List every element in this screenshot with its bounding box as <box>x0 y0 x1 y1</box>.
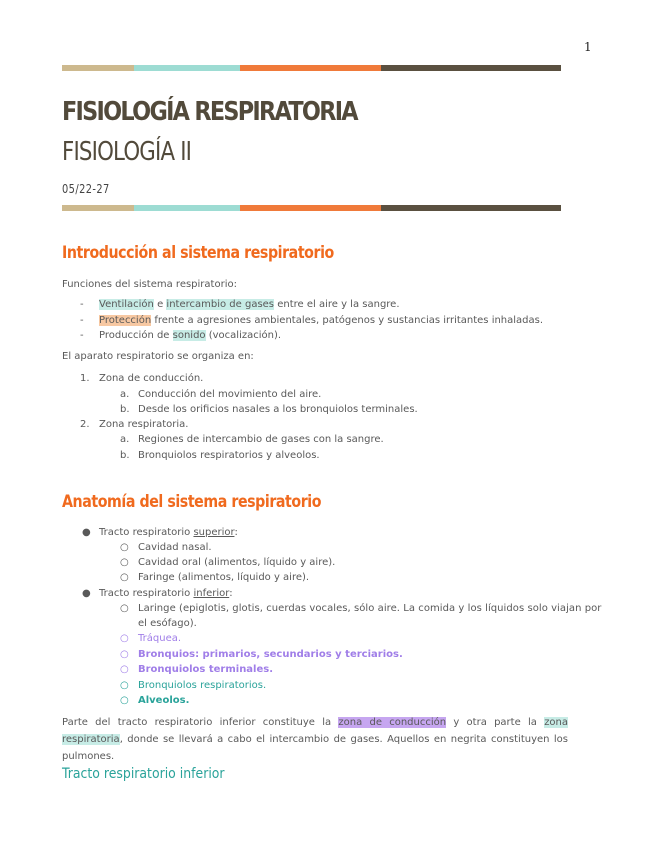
disc-bullet: ● <box>82 588 91 599</box>
subitem-text: Bronquiolos respiratorios y alveolos. <box>138 450 320 461</box>
subitem-letter: a. <box>120 389 130 400</box>
upper-tract-label <box>99 526 238 540</box>
function-text: Producción de <box>99 330 173 341</box>
highlight-zona-respiratoria: zona respiratoria <box>62 717 569 745</box>
paragraph-text: Parte del tracto respiratorio inferior constituye la <box>62 717 339 728</box>
lower-item-bronquiolos-terminales: Bronquiolos terminales. <box>138 664 274 675</box>
function-text: entre el aire y la sangre. <box>274 299 400 310</box>
function-text: e <box>153 299 167 310</box>
document-date: 05/22-27 <box>62 182 110 196</box>
circle-bullet: ○ <box>120 649 129 660</box>
paragraph-text: , donde se llevará a cabo el intercambio de gases. Aquellos en negrita constituyen los pulmones. <box>62 734 568 762</box>
circle-bullet: ○ <box>120 695 129 706</box>
subitem-letter: b. <box>120 450 130 461</box>
zones-paragraph <box>62 714 568 765</box>
function-item <box>99 298 400 312</box>
function-item <box>99 329 281 343</box>
upper-item: Cavidad nasal. <box>138 542 212 553</box>
lower-item-bronquios: Bronquios: primarios, secundarios y terciarios. <box>138 649 403 660</box>
subheading-lower-tract: Tracto respiratorio inferior <box>62 766 225 782</box>
highlight-proteccion: Protección <box>99 315 152 326</box>
section-heading-intro: Introducción al sistema respiratorio <box>62 243 334 262</box>
upper-item: Cavidad oral (alimentos, líquido y aire). <box>138 557 336 568</box>
upper-suffix: : <box>234 527 238 538</box>
decorative-bar-bottom <box>62 205 561 211</box>
functions-intro: Funciones del sistema respiratorio: <box>62 279 237 290</box>
zone-label: Zona de conducción. <box>99 373 204 384</box>
circle-bullet: ○ <box>120 664 129 675</box>
function-item <box>99 314 543 328</box>
lower-item-alveolos: Alveolos. <box>138 695 190 706</box>
circle-bullet: ○ <box>120 680 129 691</box>
highlight-sonido: sonido <box>172 330 206 341</box>
lower-item-laringe-cont: el esófago). <box>138 618 197 629</box>
function-text: frente a agresiones ambientales, patógenos y sustancias irritantes inhaladas. <box>151 315 544 326</box>
lower-underlined: inferior <box>193 588 230 599</box>
highlight-zona-conduccion: zona de conducción <box>338 717 447 728</box>
highlight-intercambio: intercambio de gases <box>166 299 275 310</box>
upper-prefix: Tracto respiratorio <box>99 527 194 538</box>
document-subtitle: FISIOLOGÍA II <box>62 137 192 167</box>
disc-bullet: ● <box>82 527 91 538</box>
circle-bullet: ○ <box>120 633 129 644</box>
circle-bullet: ○ <box>120 557 129 568</box>
lower-item-bronquiolos-respiratorios: Bronquiolos respiratorios. <box>138 680 267 691</box>
zone-label: Zona respiratoria. <box>99 419 189 430</box>
highlight-ventilacion: Ventilación <box>99 299 154 310</box>
lower-item-traquea: Tráquea. <box>138 633 182 644</box>
dash-bullet: - <box>80 330 84 341</box>
subitem-text: Desde los orificios nasales a los bronquiolos terminales. <box>138 404 418 415</box>
subitem-letter: b. <box>120 404 130 415</box>
section-heading-anatomy: Anatomía del sistema respiratorio <box>62 492 322 511</box>
upper-underlined: superior <box>193 527 235 538</box>
organization-intro: El aparato respiratorio se organiza en: <box>62 351 254 362</box>
document-title: FISIOLOGÍA RESPIRATORIA <box>62 97 357 127</box>
subitem-text: Regiones de intercambio de gases con la sangre. <box>138 434 384 445</box>
dash-bullet: - <box>80 315 84 326</box>
subitem-text: Conducción del movimiento del aire. <box>138 389 322 400</box>
circle-bullet: ○ <box>120 542 129 553</box>
lower-tract-label <box>99 587 233 601</box>
page-number: 1 <box>584 40 592 54</box>
zone-number: 1. <box>80 373 90 384</box>
subitem-letter: a. <box>120 434 130 445</box>
lower-suffix: : <box>229 588 233 599</box>
dash-bullet: - <box>80 299 84 310</box>
lower-item-laringe: Laringe (epiglotis, glotis, cuerdas vocales, sólo aire. La comida y los líquidos solo viajan por <box>138 603 602 614</box>
circle-bullet: ○ <box>120 603 129 614</box>
upper-item: Faringe (alimentos, líquido y aire). <box>138 572 310 583</box>
zone-number: 2. <box>80 419 90 430</box>
paragraph-text: y otra parte la <box>446 717 545 728</box>
function-text: (vocalización). <box>205 330 282 341</box>
lower-prefix: Tracto respiratorio <box>99 588 194 599</box>
decorative-bar-top <box>62 65 561 71</box>
circle-bullet: ○ <box>120 572 129 583</box>
